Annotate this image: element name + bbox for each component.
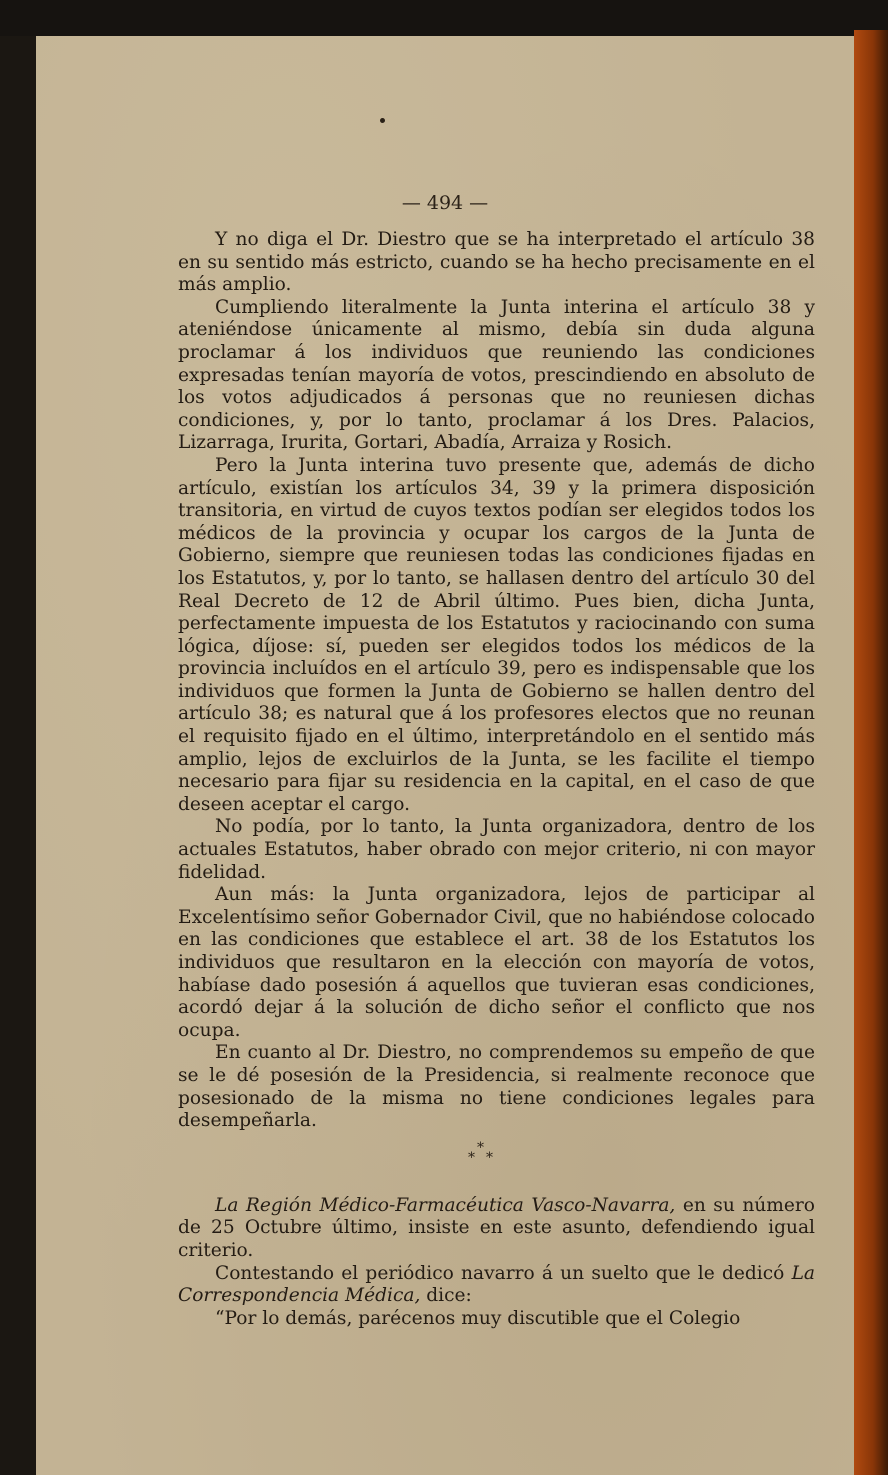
book-edge-right: [854, 30, 888, 1475]
paragraph-8: [178, 1263, 815, 1308]
journal-name-italic: La Correspondencia Médica,: [178, 1262, 815, 1307]
paragraph-7-rest: en su número de 25 Octubre último, insiste en este asunto, defendiendo igual criterio.: [178, 1194, 815, 1261]
journal-title-italic: La Región Médico-Farmacéutica Vasco-Navarra,: [215, 1194, 676, 1216]
book-page: [36, 36, 854, 1475]
paragraph-3: Pero la Junta interina tuvo presente que, además de dicho artículo, existían los artículos 34, 39 y la primera disposición transitoria, en virtud de cuyos textos podían ser elegidos todos los médicos de la provincia y ocupar los cargos de la Junta de Gobierno, siempre que reuniesen todas las condiciones fijadas en los Estatutos, y, por lo tanto, se hallasen dentro del artículo 30 del Real Decreto de 12 de Abril último. Pues bien, dicha Junta, perfectamente impuesta de los Estatutos y raciocinando con suma lógica, díjose: sí, pueden ser elegidos todos los médicos de la provincia incluídos en el artículo 39, pero es indispensable que los individuos que formen la Junta de Gobierno se hallen dentro del artículo 38; es natural que á los profesores electos que no reunan el requisito fijado en el último, interpretándolo en el sentido más amplio, lejos de excluirlos de la Junta, se les facilite el tiempo necesario para fijar su residencia en la capital, en el caso de que deseen aceptar el cargo.: [178, 454, 815, 815]
paragraph-8-start: Contestando el periódico navarro á un suelto que le dedicó: [215, 1262, 792, 1284]
ink-speck: [380, 118, 385, 123]
page-number: — 494 —: [401, 192, 489, 214]
paragraph-5: Aun más: la Junta organizadora, lejos de participar al Excelentísimo señor Gobernador Civil, que no habiéndose colocado en las condiciones que establece el art. 38 de los Estatutos los individuos que resultaron en la elección con mayoría de votos, habíase dado posesión á aquellos que tuvieran esas condiciones, acordó dejar á la solución de dicho señor el conflicto que nos ocupa.: [178, 884, 815, 1041]
asterism-star-top: *: [477, 1139, 484, 1156]
paragraph-2: Cumpliendo literalmente la Junta interina el artículo 38 y ateniéndose únicamente al mismo, debía sin duda alguna proclamar á los individuos que reuniendo las condiciones expresadas tenían mayoría de votos, prescindiendo en absoluto de los votos adjudicados á personas que no reuniesen dichas condiciones, y, por lo tanto, proclamar á los Dres. Palacios, Lizarraga, Irurita, Gortari, Abadía, Arraiza y Rosich.: [178, 296, 815, 454]
scan-background-top: [0, 0, 888, 36]
paragraph-6: En cuanto al Dr. Diestro, no comprendemos su empeño de que se le dé posesión de la Presidencia, si realmente reconoce que posesionado de la misma no tiene condiciones legales para desempeñarla.: [178, 1042, 815, 1132]
paragraph-4: No podía, por lo tanto, la Junta organizadora, dentro de los actuales Estatutos, haber obrado con mejor criterio, ni con mayor fidelidad.: [178, 816, 815, 883]
section-break-asterism: [178, 1133, 815, 1177]
paragraph-9: “Por lo demás, parécenos muy discutible que el Colegio: [215, 1307, 741, 1329]
asterism-star-left: *: [468, 1149, 475, 1166]
paragraph-1: Y no diga el Dr. Diestro que se ha interpretado el artículo 38 en su sentido más estricto, cuando se ha hecho precisamente en el más amplio.: [178, 229, 815, 296]
paragraph-7: [178, 1195, 815, 1263]
page-body-text: [178, 229, 815, 1330]
paragraph-8-end: dice:: [420, 1285, 472, 1307]
asterism-star-right: *: [486, 1149, 493, 1166]
